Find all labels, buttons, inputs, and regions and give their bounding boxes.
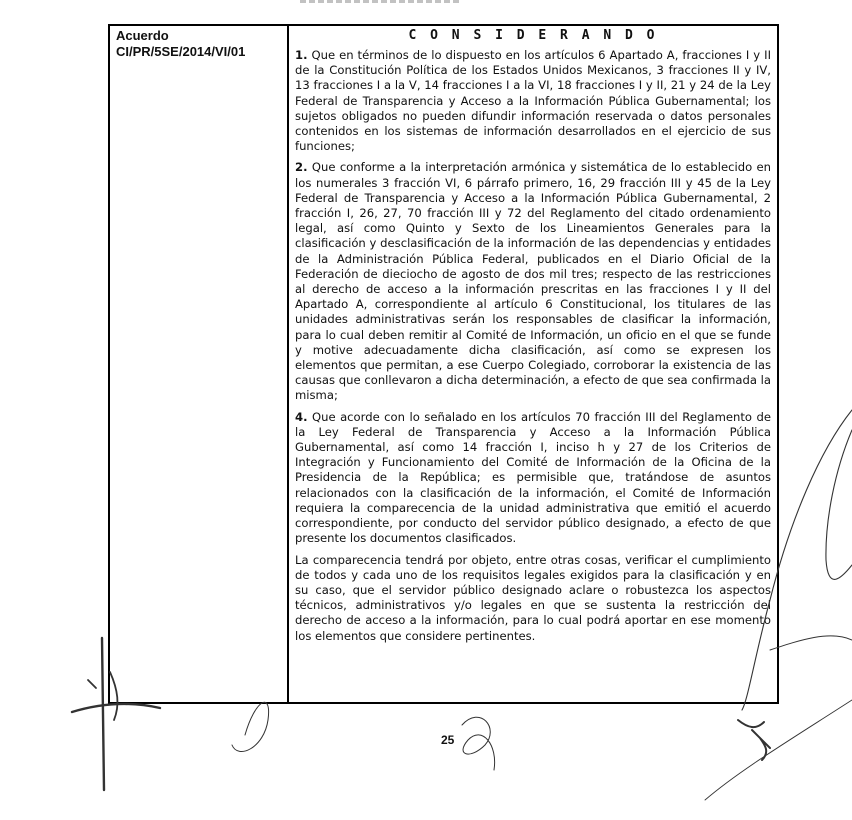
signature-right-4: [705, 700, 852, 800]
scan-artifact: [300, 0, 460, 3]
paragraph-number: 1.: [295, 48, 308, 62]
paragraph-comparecencia: [295, 553, 771, 644]
paragraph-2: [295, 160, 771, 403]
agreement-cell: [116, 28, 286, 60]
column-divider: [287, 26, 289, 702]
agreement-label: Acuerdo: [116, 28, 169, 43]
signature-right-3: [770, 636, 852, 650]
section-title: C O N S I D E R A N D O: [408, 28, 658, 43]
agreement-code: CI/PR/5SE/2014/VI/01: [116, 44, 246, 59]
page-number: 25: [441, 733, 455, 747]
paragraph-text: Que acorde con lo señalado en los artículos 70 fracción III del Reglamento de la Ley Federal de Transparencia y Acceso a la Información Pública Gubernamental, así como 14 fracción I, inciso h y 27 de los Criterios de Integración y Funcionamiento del Comité de Información de la Oficina de la Presidencia de la República; es permisible que, tratándose de asuntos relacionados con la clasificación de la información, el Comité de Información requiera la comparecencia de la unidad administrativa que emitió el acuerdo correspondiente, por conducto del servidor público designado, a efecto de que presente los documentos clasificados.: [295, 409, 771, 546]
paragraph-1: [295, 48, 771, 154]
signature-center: [462, 717, 495, 770]
paragraph-number: 4.: [295, 409, 308, 424]
signature-bottom-right: [738, 720, 770, 760]
signature-loop-1: [232, 702, 269, 751]
signature-left: [102, 638, 104, 790]
considerando-cell: [295, 28, 771, 650]
paragraph-4: [295, 410, 771, 547]
signature-right-2: [826, 430, 852, 579]
paragraph-number: 2.: [295, 160, 308, 175]
signature-left-stroke: [72, 704, 160, 712]
paragraph-text: Que en términos de lo dispuesto en los artículos 6 Apartado A, fracciones I y II de la Constitución Política de los Estados Unidos Mexicanos, 3 fracciones II y IV, 13 fracciones I a la V, 14 fracciones I a la VI, 18 fracciones I y II, 21 y 24 de la Ley Federal de Transparencia y Acceso a la Información Pública Gubernamental; los sujetos obligados no pueden difundir información reservada o datos personales contenidos en los sistemas de información desarrollados en el ejercicio de sus funciones;: [295, 48, 771, 154]
paragraph-text: Que conforme a la interpretación armónica y sistemática de lo establecido en los numerales 3 fracción VI, 6 párrafo primero, 16, 29 fracción III y 45 de la Ley Federal de Transparencia y Acceso a la Información Pública Gubernamental, 2 fracción I, 26, 27, 70 fracción III y 72 del Reglamento del citado ordenamiento legal, así como Quinto y Sexto de los Lineamientos Generales para la clasificación y desclasificación de la información de las dependencias y entidades de la Administración Pública Federal, publicados en el Diario Oficial de la Federación de dieciocho de agosto de dos mil tres; respecto de las restricciones al derecho de acceso a la información prescritas en las fracciones I y II del Apartado A, correspondiente al artículo 6 Constitucional, los titulares de las unidades administrativas serán los responsables de clasificar la información, para lo cual deben remitir al Comité de Información, un oficio en el que se funde y motive adecuadamente dicha clasificación, así como se expresen los elementos que permitan, a ese Cuerpo Colegiado, corroborar la existencia de las causas que conllevaron a dicha determinación, a efecto de que sea confirmada la misma;: [295, 160, 771, 403]
paragraph-text: La comparecencia tendrá por objeto, entre otras cosas, verificar el cumplimiento de todos y cada uno de los requisitos legales exigidos para la clasificación y en su caso, que el servidor público designado aclare o robustezca los aspectos técnicos, administrativos y/o legales en que se sustenta la restricción del derecho de acceso a la información, para lo cual podrá aportar en ese momento los elementos que considere pertinentes.: [295, 552, 771, 643]
document-table: [108, 24, 779, 704]
